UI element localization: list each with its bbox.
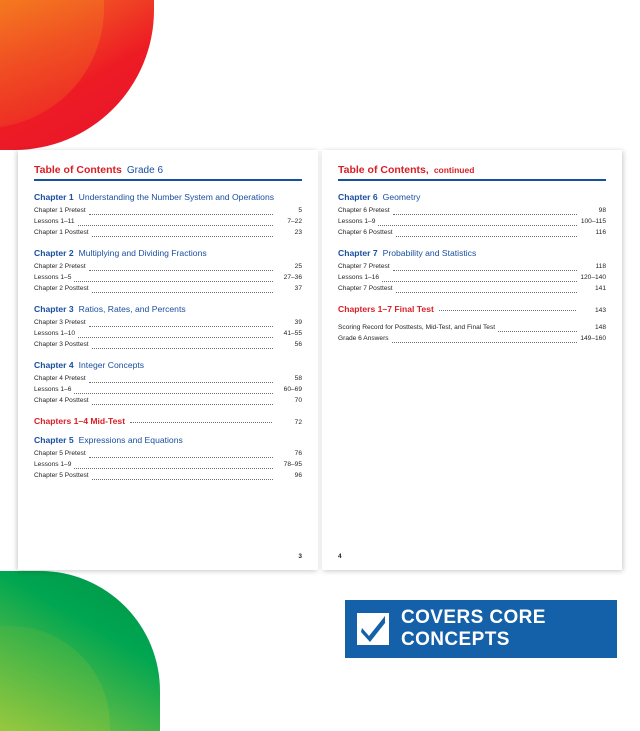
leader-dots: [393, 270, 577, 271]
toc-chapter-number: Chapter 7: [338, 248, 378, 258]
toc-chapter-name: Expressions and Equations: [78, 435, 183, 445]
toc-chapter-name: Understanding the Number System and Operations: [78, 192, 275, 202]
toc-entry-page: 41–55: [283, 330, 302, 338]
toc-entry-page: 70: [294, 397, 302, 405]
toc-chapter-number: Chapter 4: [34, 360, 74, 370]
toc-chapter-title[interactable]: [338, 248, 606, 258]
toc-entry[interactable]: [34, 217, 302, 228]
toc-special-page: 72: [294, 419, 302, 426]
header-rule: [338, 179, 606, 181]
toc-entry-page: 118: [595, 263, 606, 271]
toc-chapter-name: Ratios, Rates, and Percents: [78, 304, 186, 314]
toc-entry-page: 96: [294, 472, 302, 480]
toc-chapter-number: Chapter 6: [338, 192, 378, 202]
leader-dots: [392, 342, 577, 343]
left-page: [18, 150, 318, 570]
toc-entry-page: 149–160: [580, 335, 606, 343]
toc-entry[interactable]: [34, 396, 302, 407]
toc-entry[interactable]: [34, 374, 302, 385]
toc-entry-page: 116: [595, 229, 606, 237]
page-title: Table of Contents,: [338, 164, 429, 176]
toc-entry[interactable]: [338, 273, 606, 284]
toc-entry-label: Chapter 7 Posttest: [338, 285, 393, 293]
toc-entry-label: Lessons 1–16: [338, 274, 380, 282]
toc-entry-label: Chapter 6 Pretest: [338, 207, 390, 215]
leader-dots: [130, 422, 272, 423]
leader-dots: [92, 404, 273, 405]
toc-entry-page: 98: [598, 207, 606, 215]
toc-entry-page: 25: [294, 263, 302, 271]
toc-entry-label: Lessons 1–6: [34, 386, 72, 394]
toc-chapter-title[interactable]: [34, 360, 302, 370]
toc-entry-label: Chapter 6 Posttest: [338, 229, 393, 237]
toc-entry[interactable]: [34, 228, 302, 239]
toc-chapter-title[interactable]: [34, 435, 302, 445]
toc-chapter-title[interactable]: [34, 248, 302, 258]
leader-dots: [78, 225, 273, 226]
toc-entry-page: 76: [294, 450, 302, 458]
covers-core-concepts-banner: [345, 600, 617, 658]
leader-dots: [92, 292, 273, 293]
grade-label: Grade 6: [126, 165, 164, 176]
toc-entry-label: Chapter 1 Pretest: [34, 207, 86, 215]
leader-dots: [89, 382, 273, 383]
toc-entry-page: 7–22: [287, 218, 302, 226]
banner-text: COVERS CORE CONCEPTS: [401, 607, 546, 650]
toc-entry-label: Chapter 5 Pretest: [34, 450, 86, 458]
toc-entry[interactable]: [34, 471, 302, 482]
toc-entry-label: Lessons 1–5: [34, 274, 72, 282]
toc-chapter-number: Chapter 1: [34, 192, 74, 202]
toc-entry-page: 148: [594, 324, 606, 332]
page-number: 4: [338, 553, 342, 560]
leader-dots: [382, 281, 577, 282]
leader-dots: [74, 468, 273, 469]
toc-entry-page: 120–140: [580, 274, 606, 282]
toc-entry-page: 56: [294, 341, 302, 349]
right-page: [322, 150, 622, 570]
toc-chapter-block: [338, 192, 606, 239]
leader-dots: [396, 236, 577, 237]
leader-dots: [89, 457, 273, 458]
toc-entry-page: 5: [298, 207, 302, 215]
toc-entry-label: Chapter 4 Pretest: [34, 375, 86, 383]
toc-entry[interactable]: [34, 329, 302, 340]
toc-entry-page: 27–36: [283, 274, 302, 282]
leader-dots: [393, 214, 577, 215]
toc-entry-label: Scoring Record for Posttests, Mid-Test, and Final Test: [338, 324, 496, 332]
page-title: Table of Contents: [34, 164, 122, 176]
toc-entry-label: Chapter 4 Posttest: [34, 397, 89, 405]
toc-entry[interactable]: [34, 262, 302, 273]
toc-entry[interactable]: [34, 318, 302, 329]
toc-entry[interactable]: [338, 217, 606, 228]
header-rule: [34, 179, 302, 181]
toc-entry-page: 23: [294, 229, 302, 237]
toc-entry-page: 141: [594, 285, 606, 293]
leader-dots: [92, 236, 273, 237]
checkmark-icon: [357, 613, 389, 645]
leader-dots: [92, 348, 273, 349]
toc-entry[interactable]: [338, 262, 606, 273]
continued-label: continued: [433, 165, 475, 175]
toc-entry[interactable]: [34, 460, 302, 471]
toc-entry-label: Lessons 1–11: [34, 218, 75, 226]
toc-entry[interactable]: [34, 284, 302, 295]
toc-entry-page: 100–115: [580, 218, 606, 226]
leader-dots: [74, 281, 273, 282]
toc-entry-label: Chapter 7 Pretest: [338, 263, 390, 271]
toc-entry-label: Chapter 1 Posttest: [34, 229, 89, 237]
leader-dots: [74, 393, 273, 394]
leader-dots: [89, 270, 273, 271]
toc-entry[interactable]: [338, 284, 606, 295]
toc-entry-label: Chapter 5 Posttest: [34, 472, 89, 480]
toc-special-title: Chapters 1–4 Mid-Test: [34, 416, 126, 426]
leader-dots: [439, 310, 576, 311]
toc-entry-label: Chapter 2 Pretest: [34, 263, 86, 271]
toc-entry-label: Lessons 1–10: [34, 330, 76, 338]
toc-entry[interactable]: [34, 449, 302, 460]
toc-chapter-name: Integer Concepts: [78, 360, 145, 370]
right-toc-body: [338, 192, 606, 345]
toc-entry[interactable]: [34, 206, 302, 217]
right-page-header: [338, 164, 606, 179]
toc-chapter-title[interactable]: [338, 192, 606, 202]
toc-entry-label: Chapter 2 Posttest: [34, 285, 89, 293]
toc-entry-label: Grade 6 Answers: [338, 335, 389, 343]
toc-entry-page: 60–69: [283, 386, 302, 394]
page-number: 3: [298, 553, 302, 560]
toc-chapter-block: [338, 248, 606, 295]
toc-chapter-title[interactable]: [34, 192, 302, 202]
toc-entry-page: 78–95: [283, 461, 302, 469]
toc-special-page: 143: [594, 307, 606, 314]
toc-chapter-title[interactable]: [34, 304, 302, 314]
toc-entry-page: 37: [294, 285, 302, 293]
toc-chapter-number: Chapter 5: [34, 435, 74, 445]
leader-dots: [498, 331, 577, 332]
leader-dots: [89, 214, 273, 215]
toc-special-title: Chapters 1–7 Final Test: [338, 304, 434, 314]
toc-entry[interactable]: [338, 323, 606, 334]
toc-chapter-name: Multiplying and Dividing Fractions: [78, 248, 207, 258]
left-toc-body: [34, 192, 302, 482]
leader-dots: [396, 292, 577, 293]
toc-entry[interactable]: [338, 334, 606, 345]
toc-entry-label: Chapter 3 Pretest: [34, 319, 86, 327]
toc-entry-page: 39: [294, 319, 302, 327]
leader-dots: [78, 337, 273, 338]
toc-entry[interactable]: [34, 340, 302, 351]
toc-special-entry[interactable]: [34, 416, 302, 426]
leader-dots: [378, 225, 577, 226]
toc-chapter-name: Geometry: [382, 192, 421, 202]
leader-dots: [89, 326, 273, 327]
toc-chapter-number: Chapter 2: [34, 248, 74, 258]
toc-chapter-name: Probability and Statistics: [382, 248, 477, 258]
toc-chapter-block: [34, 304, 302, 351]
toc-entry[interactable]: [34, 273, 302, 284]
toc-entry[interactable]: [34, 385, 302, 396]
toc-entry-label: Chapter 3 Posttest: [34, 341, 89, 349]
book-spread: [18, 150, 622, 570]
left-page-header: [34, 164, 302, 179]
toc-entry[interactable]: [338, 206, 606, 217]
toc-special-entry[interactable]: [338, 304, 606, 314]
leader-dots: [92, 479, 273, 480]
toc-chapter-block: [34, 248, 302, 295]
toc-entry-page: 58: [294, 375, 302, 383]
toc-chapter-block: [34, 360, 302, 407]
toc-entry-label: Lessons 1–9: [34, 461, 72, 469]
toc-chapter-number: Chapter 3: [34, 304, 74, 314]
toc-chapter-block: [34, 192, 302, 239]
toc-chapter-block: [34, 435, 302, 482]
toc-entry[interactable]: [338, 228, 606, 239]
toc-chapter-block: [338, 323, 606, 345]
toc-entry-label: Lessons 1–9: [338, 218, 376, 226]
